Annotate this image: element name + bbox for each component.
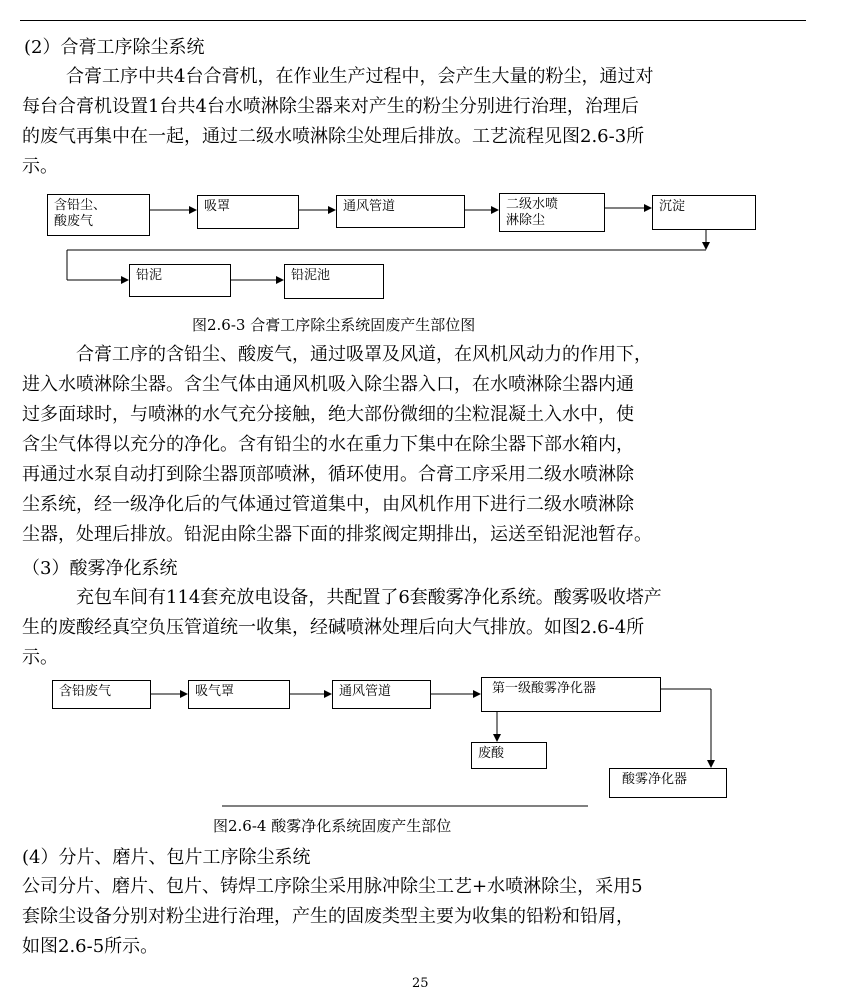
section-2-heading: (2）合膏工序除尘系统 <box>24 37 205 58</box>
text-line: 进入水喷淋除尘器。含尘气体由通风机吸入除尘器入口，在水喷淋除尘器内通 <box>22 374 634 395</box>
section-2-paragraph-2 <box>22 340 652 550</box>
text-line: 尘系统，经一级净化后的气体通过管道集中，由风机作用下进行二级水喷淋除 <box>22 494 634 515</box>
text-line: 合膏工序中共4台合膏机，在作业生产过程中，会产生大量的粉尘，通过对 <box>66 66 654 87</box>
text-line: 套除尘设备分别对粉尘进行治理，产生的固废类型主要为收集的铅粉和铅屑， <box>22 906 634 927</box>
flow-box-sludge-pond: 铅泥池 <box>284 264 384 299</box>
flow-box-source-gas <box>47 194 150 236</box>
text-line: 再通过水泵自动打到除尘器顶部喷淋，循环使用。合膏工序采用二级水喷淋除 <box>22 464 634 485</box>
flow-box-duct: 通风管道 <box>332 680 431 709</box>
section-3-paragraph <box>22 583 662 673</box>
text-line: 的废气再集中在一起，通过二级水喷淋除尘处理后排放。工艺流程见图2.6-3所 <box>22 126 645 147</box>
text-line: 含尘气体得以充分的净化。含有铅尘的水在重力下集中在除尘器下部水箱内， <box>22 434 634 455</box>
box-label-line-2: 淋除尘 <box>506 213 546 228</box>
text-line: 示。 <box>22 647 58 668</box>
box-label-line-2: 酸废气 <box>54 214 94 229</box>
text-line: 合膏工序的含铅尘、酸废气，通过吸罩及风道，在风机风动力的作用下， <box>76 344 652 365</box>
flow-box-duct: 通风管道 <box>336 195 465 228</box>
flow-box-waste-acid: 废酸 <box>471 742 547 769</box>
flow-box-scrubber <box>499 193 605 232</box>
box-label-line-1: 二级水喷 <box>506 197 559 212</box>
text-line: 充包车间有114套充放电设备，共配置了6套酸雾净化系统。酸雾吸收塔产 <box>76 587 662 608</box>
flow-box-lead-sludge: 铅泥 <box>129 264 231 297</box>
section-4-paragraph <box>22 872 643 962</box>
box-label-line-1: 含铅尘、 <box>54 198 107 213</box>
text-line: 公司分片、磨片、包片、铸焊工序除尘采用脉冲除尘工艺+水喷淋除尘，采用5 <box>22 876 643 897</box>
section-4-heading: (4）分片、磨片、包片工序除尘系统 <box>22 847 311 868</box>
text-line: 每台合膏机设置1台共4台水喷淋除尘器来对产生的粉尘分别进行治理，治理后 <box>22 96 639 117</box>
text-line: 尘器，处理后排放。铅泥由除尘器下面的排浆阀定期排出，运送至铅泥池暂存。 <box>22 524 652 545</box>
text-line: 生的废酸经真空负压管道统一收集，经碱喷淋处理后向大气排放。如图2.6-4所 <box>22 617 645 638</box>
figure-2-6-3-caption: 图2.6-3 合膏工序除尘系统固废产生部位图 <box>192 316 476 334</box>
flow-box-hood: 吸罩 <box>197 195 299 229</box>
flow-box-suction-hood: 吸气罩 <box>188 680 290 709</box>
flow-box-lead-gas: 含铅废气 <box>52 680 151 709</box>
flow-box-acid-mist-purifier: 酸雾净化器 <box>609 768 727 798</box>
text-line: 示。 <box>22 156 58 177</box>
page-number: 25 <box>412 976 429 991</box>
figure-2-6-4-caption: 图2.6-4 酸雾净化系统固废产生部位 <box>213 817 452 835</box>
flow-box-settling: 沉淀 <box>652 195 756 230</box>
flow-box-first-stage-purifier: 第一级酸雾净化器 <box>481 677 661 712</box>
section-3-heading: （3）酸雾净化系统 <box>22 558 178 579</box>
text-line: 如图2.6-5所示。 <box>22 936 159 957</box>
text-line: 过多面球时，与喷淋的水气充分接触，绝大部份微细的尘粒混凝土入水中，使 <box>22 404 634 425</box>
